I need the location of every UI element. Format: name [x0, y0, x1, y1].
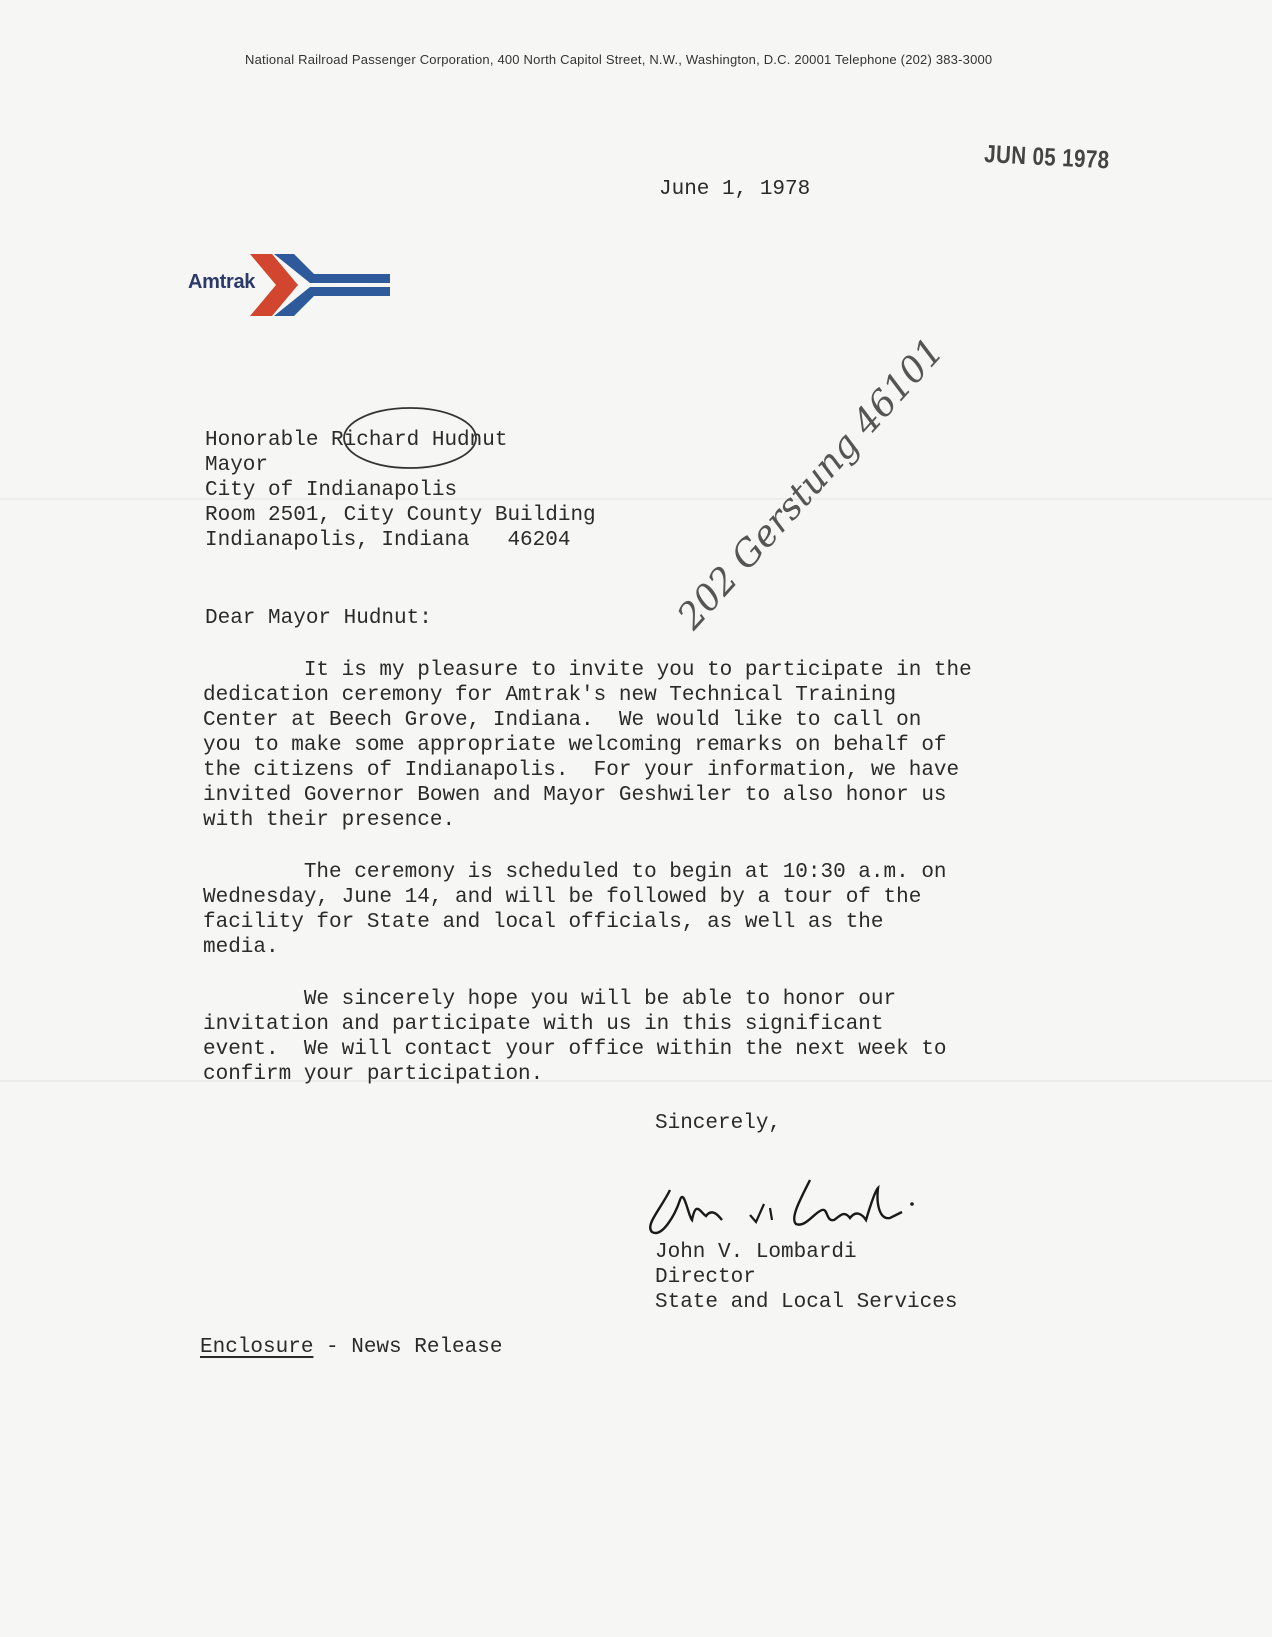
body-paragraph: We sincerely hope you will be able to honor our invitation and participate with us in this significant event. We will contact your office within the next week to confirm your participation.: [203, 988, 947, 1086]
letter-date: June 1, 1978: [659, 178, 811, 201]
address-line: Mayor: [205, 454, 269, 477]
amtrak-logo: [188, 254, 393, 316]
amtrak-arrow-icon: [250, 254, 390, 316]
pen-circle-mark: [339, 403, 481, 473]
address-line: Room 2501, City County Building: [205, 504, 596, 527]
enclosure-line: [200, 1336, 502, 1359]
amtrak-logo-text: Amtrak: [188, 271, 256, 293]
signer-title: Director: [655, 1266, 756, 1289]
paper-fold: [0, 498, 1272, 500]
closing: Sincerely,: [655, 1112, 782, 1135]
enclosure-text: - News Release: [313, 1336, 503, 1359]
body-paragraph: It is my pleasure to invite you to participate in the dedication ceremony for Amtrak's new Technical Training Center at Beech Grove, Indiana. We would like to call on you to make some appropriate welcoming remarks on behalf of the citizens of Indianapolis. For your information, we have invited Governor Bowen and Mayor Geshwiler to also honor us with their presence.: [203, 659, 972, 832]
address-line: City of Indianapolis: [205, 479, 458, 502]
signer-name: John V. Lombardi: [655, 1241, 857, 1264]
address-line: Indianapolis, Indiana 46204: [205, 529, 571, 552]
signer-department: State and Local Services: [655, 1291, 958, 1314]
salutation: Dear Mayor Hudnut:: [205, 607, 432, 630]
handwritten-signature: [640, 1160, 940, 1240]
address-line: Honorable Richard Hudnut: [205, 429, 508, 452]
letterhead: National Railroad Passenger Corporation, 400 North Capitol Street, N.W., Washington, D.C. 20001 Telephone (202) 383-3000: [245, 52, 993, 67]
handwritten-note: 202 Gerstung 46101: [670, 330, 952, 638]
enclosure-label: Enclosure: [200, 1336, 314, 1359]
received-date-stamp: JUN 05 1978: [983, 140, 1111, 175]
signer-block: [655, 1240, 957, 1315]
body-paragraph: The ceremony is scheduled to begin at 10:30 a.m. on Wednesday, June 14, and will be followed by a tour of the facility for State and local officials, as well as the media.: [203, 861, 947, 959]
